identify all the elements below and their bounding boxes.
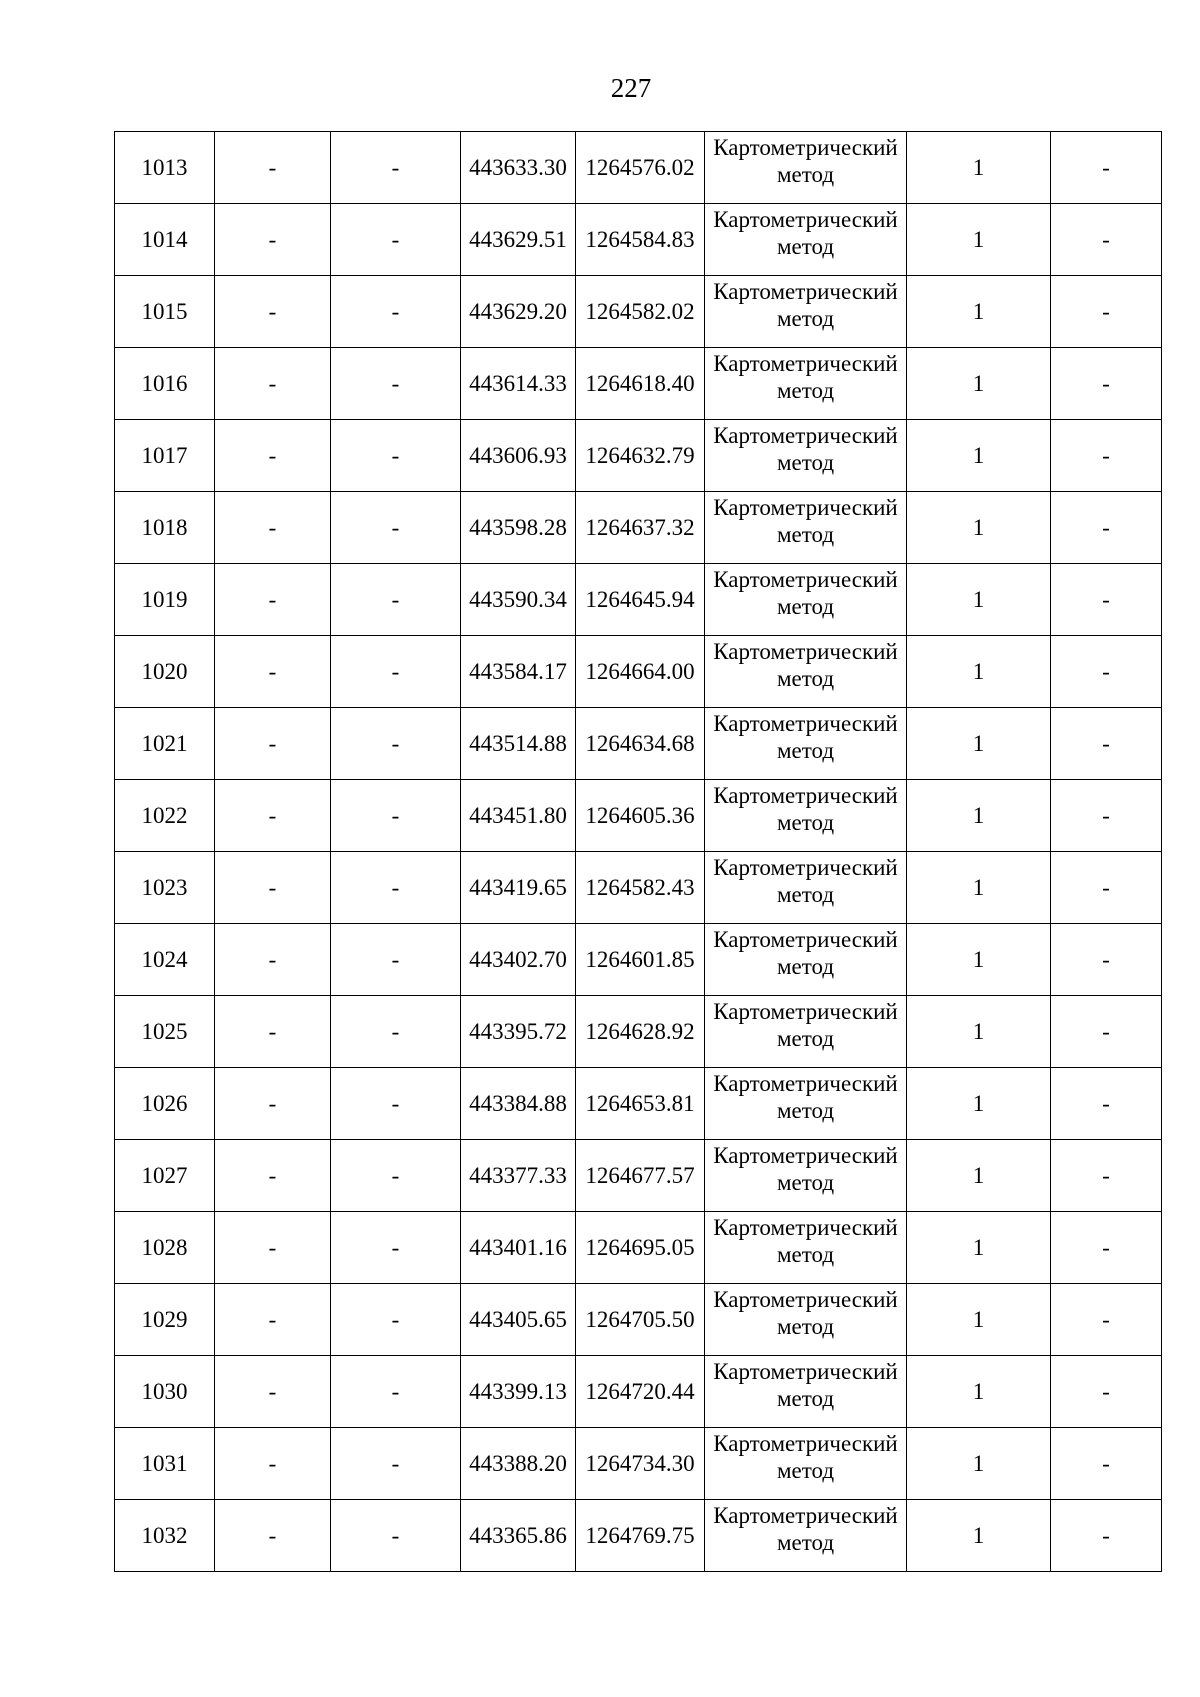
table-row [115,276,1162,348]
point-id-cell: 1018 [115,492,215,564]
method-line-2: метод [776,162,835,187]
x-coordinate-cell: 443405.65 [461,1284,576,1356]
last-column-cell: - [1051,420,1162,492]
last-column-cell: - [1051,780,1162,852]
method-cell [705,1068,907,1140]
method-cell [705,1212,907,1284]
method-line-1: Картометрический [713,279,898,304]
table-row [115,636,1162,708]
column-3-cell: - [331,132,461,204]
last-column-cell: - [1051,1428,1162,1500]
accuracy-cell: 1 [907,204,1051,276]
column-2-cell: - [215,348,331,420]
method-cell [705,564,907,636]
column-3-cell: - [331,708,461,780]
method-line-1: Картометрический [713,855,898,880]
last-column-cell: - [1051,852,1162,924]
method-line-2: метод [776,738,835,763]
method-line-1: Картометрический [713,639,898,664]
method-line-1: Картометрический [713,1215,898,1240]
accuracy-cell: 1 [907,1140,1051,1212]
x-coordinate-cell: 443377.33 [461,1140,576,1212]
column-3-cell: - [331,996,461,1068]
column-2-cell: - [215,564,331,636]
x-coordinate-cell: 443514.88 [461,708,576,780]
x-coordinate-cell: 443614.33 [461,348,576,420]
x-coordinate-cell: 443606.93 [461,420,576,492]
column-2-cell: - [215,1428,331,1500]
method-line-2: метод [776,594,835,619]
point-id-cell: 1021 [115,708,215,780]
y-coordinate-cell: 1264695.05 [576,1212,705,1284]
table-row [115,492,1162,564]
table-row [115,1500,1162,1572]
column-2-cell: - [215,1140,331,1212]
method-cell [705,780,907,852]
column-2-cell: - [215,1068,331,1140]
table-row [115,420,1162,492]
method-cell [705,1356,907,1428]
column-2-cell: - [215,1212,331,1284]
column-3-cell: - [331,276,461,348]
accuracy-cell: 1 [907,132,1051,204]
method-cell [705,204,907,276]
y-coordinate-cell: 1264734.30 [576,1428,705,1500]
table-row [115,1212,1162,1284]
method-cell [705,1500,907,1572]
method-line-2: метод [776,378,835,403]
method-line-1: Картометрический [713,1287,898,1312]
point-id-cell: 1020 [115,636,215,708]
last-column-cell: - [1051,1212,1162,1284]
accuracy-cell: 1 [907,924,1051,996]
point-id-cell: 1014 [115,204,215,276]
column-3-cell: - [331,564,461,636]
accuracy-cell: 1 [907,420,1051,492]
accuracy-cell: 1 [907,1284,1051,1356]
point-id-cell: 1015 [115,276,215,348]
column-3-cell: - [331,636,461,708]
last-column-cell: - [1051,924,1162,996]
method-line-2: метод [776,522,835,547]
method-line-1: Картометрический [713,1503,898,1528]
last-column-cell: - [1051,492,1162,564]
table-row [115,1140,1162,1212]
column-2-cell: - [215,420,331,492]
point-id-cell: 1030 [115,1356,215,1428]
column-3-cell: - [331,492,461,564]
method-cell [705,492,907,564]
x-coordinate-cell: 443451.80 [461,780,576,852]
table-row [115,1428,1162,1500]
column-3-cell: - [331,1500,461,1572]
column-3-cell: - [331,924,461,996]
point-id-cell: 1022 [115,780,215,852]
column-2-cell: - [215,1356,331,1428]
column-3-cell: - [331,1068,461,1140]
column-2-cell: - [215,1500,331,1572]
table-row [115,204,1162,276]
method-cell [705,924,907,996]
method-line-1: Картометрический [713,1431,898,1456]
accuracy-cell: 1 [907,852,1051,924]
coordinates-table [114,131,1162,1572]
point-id-cell: 1016 [115,348,215,420]
method-cell [705,852,907,924]
y-coordinate-cell: 1264653.81 [576,1068,705,1140]
column-3-cell: - [331,1356,461,1428]
accuracy-cell: 1 [907,348,1051,420]
accuracy-cell: 1 [907,1500,1051,1572]
x-coordinate-cell: 443419.65 [461,852,576,924]
x-coordinate-cell: 443388.20 [461,1428,576,1500]
method-line-2: метод [776,1242,835,1267]
point-id-cell: 1032 [115,1500,215,1572]
method-cell [705,1284,907,1356]
point-id-cell: 1023 [115,852,215,924]
method-line-2: метод [776,1458,835,1483]
method-line-2: метод [776,1026,835,1051]
column-2-cell: - [215,636,331,708]
y-coordinate-cell: 1264637.32 [576,492,705,564]
y-coordinate-cell: 1264605.36 [576,780,705,852]
column-2-cell: - [215,996,331,1068]
accuracy-cell: 1 [907,1068,1051,1140]
method-line-1: Картометрический [713,1359,898,1384]
accuracy-cell: 1 [907,996,1051,1068]
column-2-cell: - [215,1284,331,1356]
point-id-cell: 1029 [115,1284,215,1356]
last-column-cell: - [1051,1356,1162,1428]
x-coordinate-cell: 443629.51 [461,204,576,276]
table-row [115,564,1162,636]
method-line-1: Картометрический [713,207,898,232]
column-2-cell: - [215,204,331,276]
method-line-2: метод [776,810,835,835]
method-line-1: Картометрический [713,423,898,448]
method-line-2: метод [776,1314,835,1339]
column-2-cell: - [215,708,331,780]
method-line-2: метод [776,1098,835,1123]
page-number: 227 [610,73,652,103]
y-coordinate-cell: 1264720.44 [576,1356,705,1428]
table-row [115,1284,1162,1356]
column-3-cell: - [331,348,461,420]
method-line-2: метод [776,1170,835,1195]
column-3-cell: - [331,780,461,852]
last-column-cell: - [1051,636,1162,708]
x-coordinate-cell: 443402.70 [461,924,576,996]
last-column-cell: - [1051,1140,1162,1212]
column-3-cell: - [331,1212,461,1284]
method-line-2: метод [776,234,835,259]
last-column-cell: - [1051,276,1162,348]
column-3-cell: - [331,852,461,924]
y-coordinate-cell: 1264576.02 [576,132,705,204]
y-coordinate-cell: 1264705.50 [576,1284,705,1356]
point-id-cell: 1031 [115,1428,215,1500]
table-row [115,1356,1162,1428]
column-3-cell: - [331,1428,461,1500]
column-3-cell: - [331,1284,461,1356]
column-3-cell: - [331,1140,461,1212]
method-line-2: метод [776,954,835,979]
last-column-cell: - [1051,996,1162,1068]
last-column-cell: - [1051,708,1162,780]
method-line-1: Картометрический [713,351,898,376]
method-line-2: метод [776,882,835,907]
table-row [115,132,1162,204]
y-coordinate-cell: 1264769.75 [576,1500,705,1572]
method-line-1: Картометрический [713,999,898,1024]
y-coordinate-cell: 1264632.79 [576,420,705,492]
method-line-2: метод [776,306,835,331]
method-line-2: метод [776,1386,835,1411]
x-coordinate-cell: 443633.30 [461,132,576,204]
x-coordinate-cell: 443395.72 [461,996,576,1068]
x-coordinate-cell: 443401.16 [461,1212,576,1284]
table-row [115,1068,1162,1140]
table-row [115,924,1162,996]
point-id-cell: 1026 [115,1068,215,1140]
accuracy-cell: 1 [907,276,1051,348]
last-column-cell: - [1051,1068,1162,1140]
method-line-1: Картометрический [713,711,898,736]
x-coordinate-cell: 443590.34 [461,564,576,636]
method-line-1: Картометрический [713,1143,898,1168]
x-coordinate-cell: 443584.17 [461,636,576,708]
method-line-1: Картометрический [713,1071,898,1096]
accuracy-cell: 1 [907,564,1051,636]
method-cell [705,708,907,780]
method-cell [705,1428,907,1500]
point-id-cell: 1027 [115,1140,215,1212]
column-2-cell: - [215,276,331,348]
last-column-cell: - [1051,1284,1162,1356]
accuracy-cell: 1 [907,708,1051,780]
method-cell [705,132,907,204]
column-3-cell: - [331,204,461,276]
point-id-cell: 1025 [115,996,215,1068]
last-column-cell: - [1051,132,1162,204]
accuracy-cell: 1 [907,636,1051,708]
x-coordinate-cell: 443384.88 [461,1068,576,1140]
x-coordinate-cell: 443629.20 [461,276,576,348]
accuracy-cell: 1 [907,1212,1051,1284]
method-cell [705,420,907,492]
point-id-cell: 1024 [115,924,215,996]
y-coordinate-cell: 1264645.94 [576,564,705,636]
method-cell [705,348,907,420]
method-line-2: метод [776,1530,835,1555]
column-2-cell: - [215,132,331,204]
accuracy-cell: 1 [907,1428,1051,1500]
method-cell [705,276,907,348]
column-2-cell: - [215,924,331,996]
table-row [115,852,1162,924]
x-coordinate-cell: 443598.28 [461,492,576,564]
method-line-1: Картометрический [713,495,898,520]
method-line-2: метод [776,666,835,691]
method-line-1: Картометрический [713,927,898,952]
table-row [115,348,1162,420]
method-line-1: Картометрический [713,783,898,808]
method-line-1: Картометрический [713,567,898,592]
y-coordinate-cell: 1264584.83 [576,204,705,276]
y-coordinate-cell: 1264677.57 [576,1140,705,1212]
y-coordinate-cell: 1264618.40 [576,348,705,420]
table-body [115,132,1162,1572]
x-coordinate-cell: 443365.86 [461,1500,576,1572]
table-row [115,996,1162,1068]
y-coordinate-cell: 1264634.68 [576,708,705,780]
point-id-cell: 1017 [115,420,215,492]
last-column-cell: - [1051,204,1162,276]
y-coordinate-cell: 1264664.00 [576,636,705,708]
table-row [115,780,1162,852]
accuracy-cell: 1 [907,780,1051,852]
table-row [115,708,1162,780]
y-coordinate-cell: 1264628.92 [576,996,705,1068]
point-id-cell: 1013 [115,132,215,204]
column-3-cell: - [331,420,461,492]
x-coordinate-cell: 443399.13 [461,1356,576,1428]
column-2-cell: - [215,780,331,852]
method-cell [705,996,907,1068]
last-column-cell: - [1051,564,1162,636]
method-cell [705,1140,907,1212]
method-line-2: метод [776,450,835,475]
method-line-1: Картометрический [713,135,898,160]
accuracy-cell: 1 [907,1356,1051,1428]
y-coordinate-cell: 1264601.85 [576,924,705,996]
column-2-cell: - [215,492,331,564]
last-column-cell: - [1051,348,1162,420]
accuracy-cell: 1 [907,492,1051,564]
y-coordinate-cell: 1264582.43 [576,852,705,924]
point-id-cell: 1028 [115,1212,215,1284]
method-cell [705,636,907,708]
column-2-cell: - [215,852,331,924]
y-coordinate-cell: 1264582.02 [576,276,705,348]
last-column-cell: - [1051,1500,1162,1572]
point-id-cell: 1019 [115,564,215,636]
